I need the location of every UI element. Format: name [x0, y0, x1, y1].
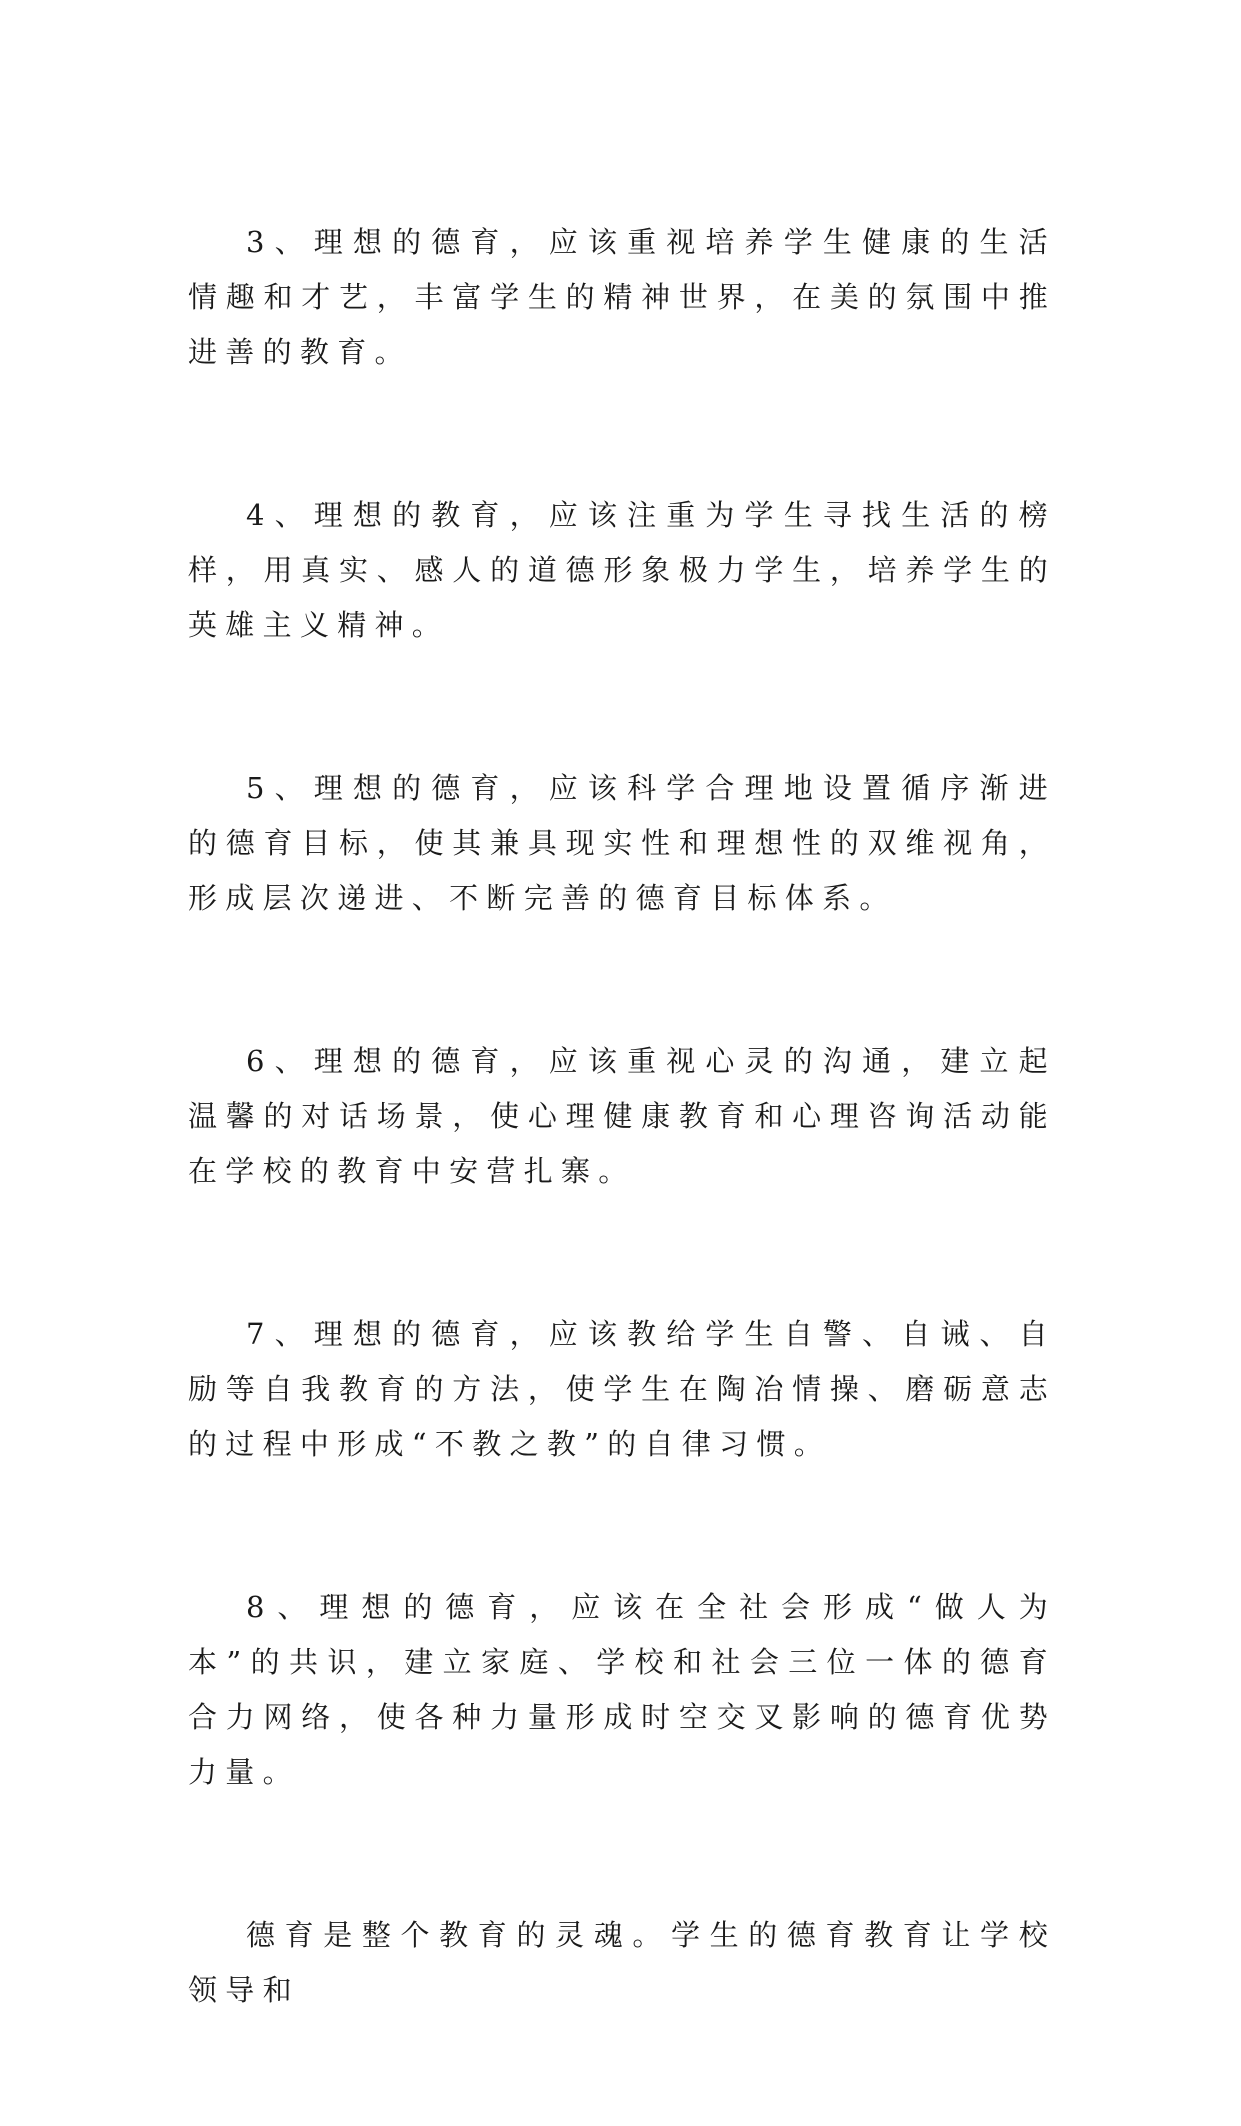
paragraph-item-5: 5、理想的德育，应该科学合理地设置循序渐进的德育目标，使其兼具现实性和理想性的双维视角，形成层次递进、不断完善的德育目标体系。 [188, 771, 1056, 915]
paragraph-conclusion: 德育是整个教育的灵魂。学生的德育教育让学校领导和 [188, 1918, 1056, 2007]
document-body [188, 215, 1056, 2126]
paragraph-item-3: 3、理想的德育，应该重视培养学生健康的生活情趣和才艺，丰富学生的精神世界，在美的氛围中推进善的教育。 [188, 225, 1056, 369]
paragraph-item-7: 7、理想的德育，应该教给学生自警、自诫、自励等自我教育的方法，使学生在陶冶情操、磨砺意志的过程中形成“不教之教”的自律习惯。 [188, 1317, 1056, 1461]
paragraph-item-8: 8、理想的德育，应该在全社会形成“做人为本”的共识，建立家庭、学校和社会三位一体的德育合力网络，使各种力量形成时空交叉影响的德育优势力量。 [188, 1590, 1056, 1789]
paragraph-item-6: 6、理想的德育，应该重视心灵的沟通，建立起温馨的对话场景，使心理健康教育和心理咨询活动能在学校的教育中安营扎寨。 [188, 1044, 1056, 1188]
paragraph-item-4: 4、理想的教育，应该注重为学生寻找生活的榜样，用真实、感人的道德形象极力学生，培养学生的英雄主义精神。 [188, 498, 1056, 642]
